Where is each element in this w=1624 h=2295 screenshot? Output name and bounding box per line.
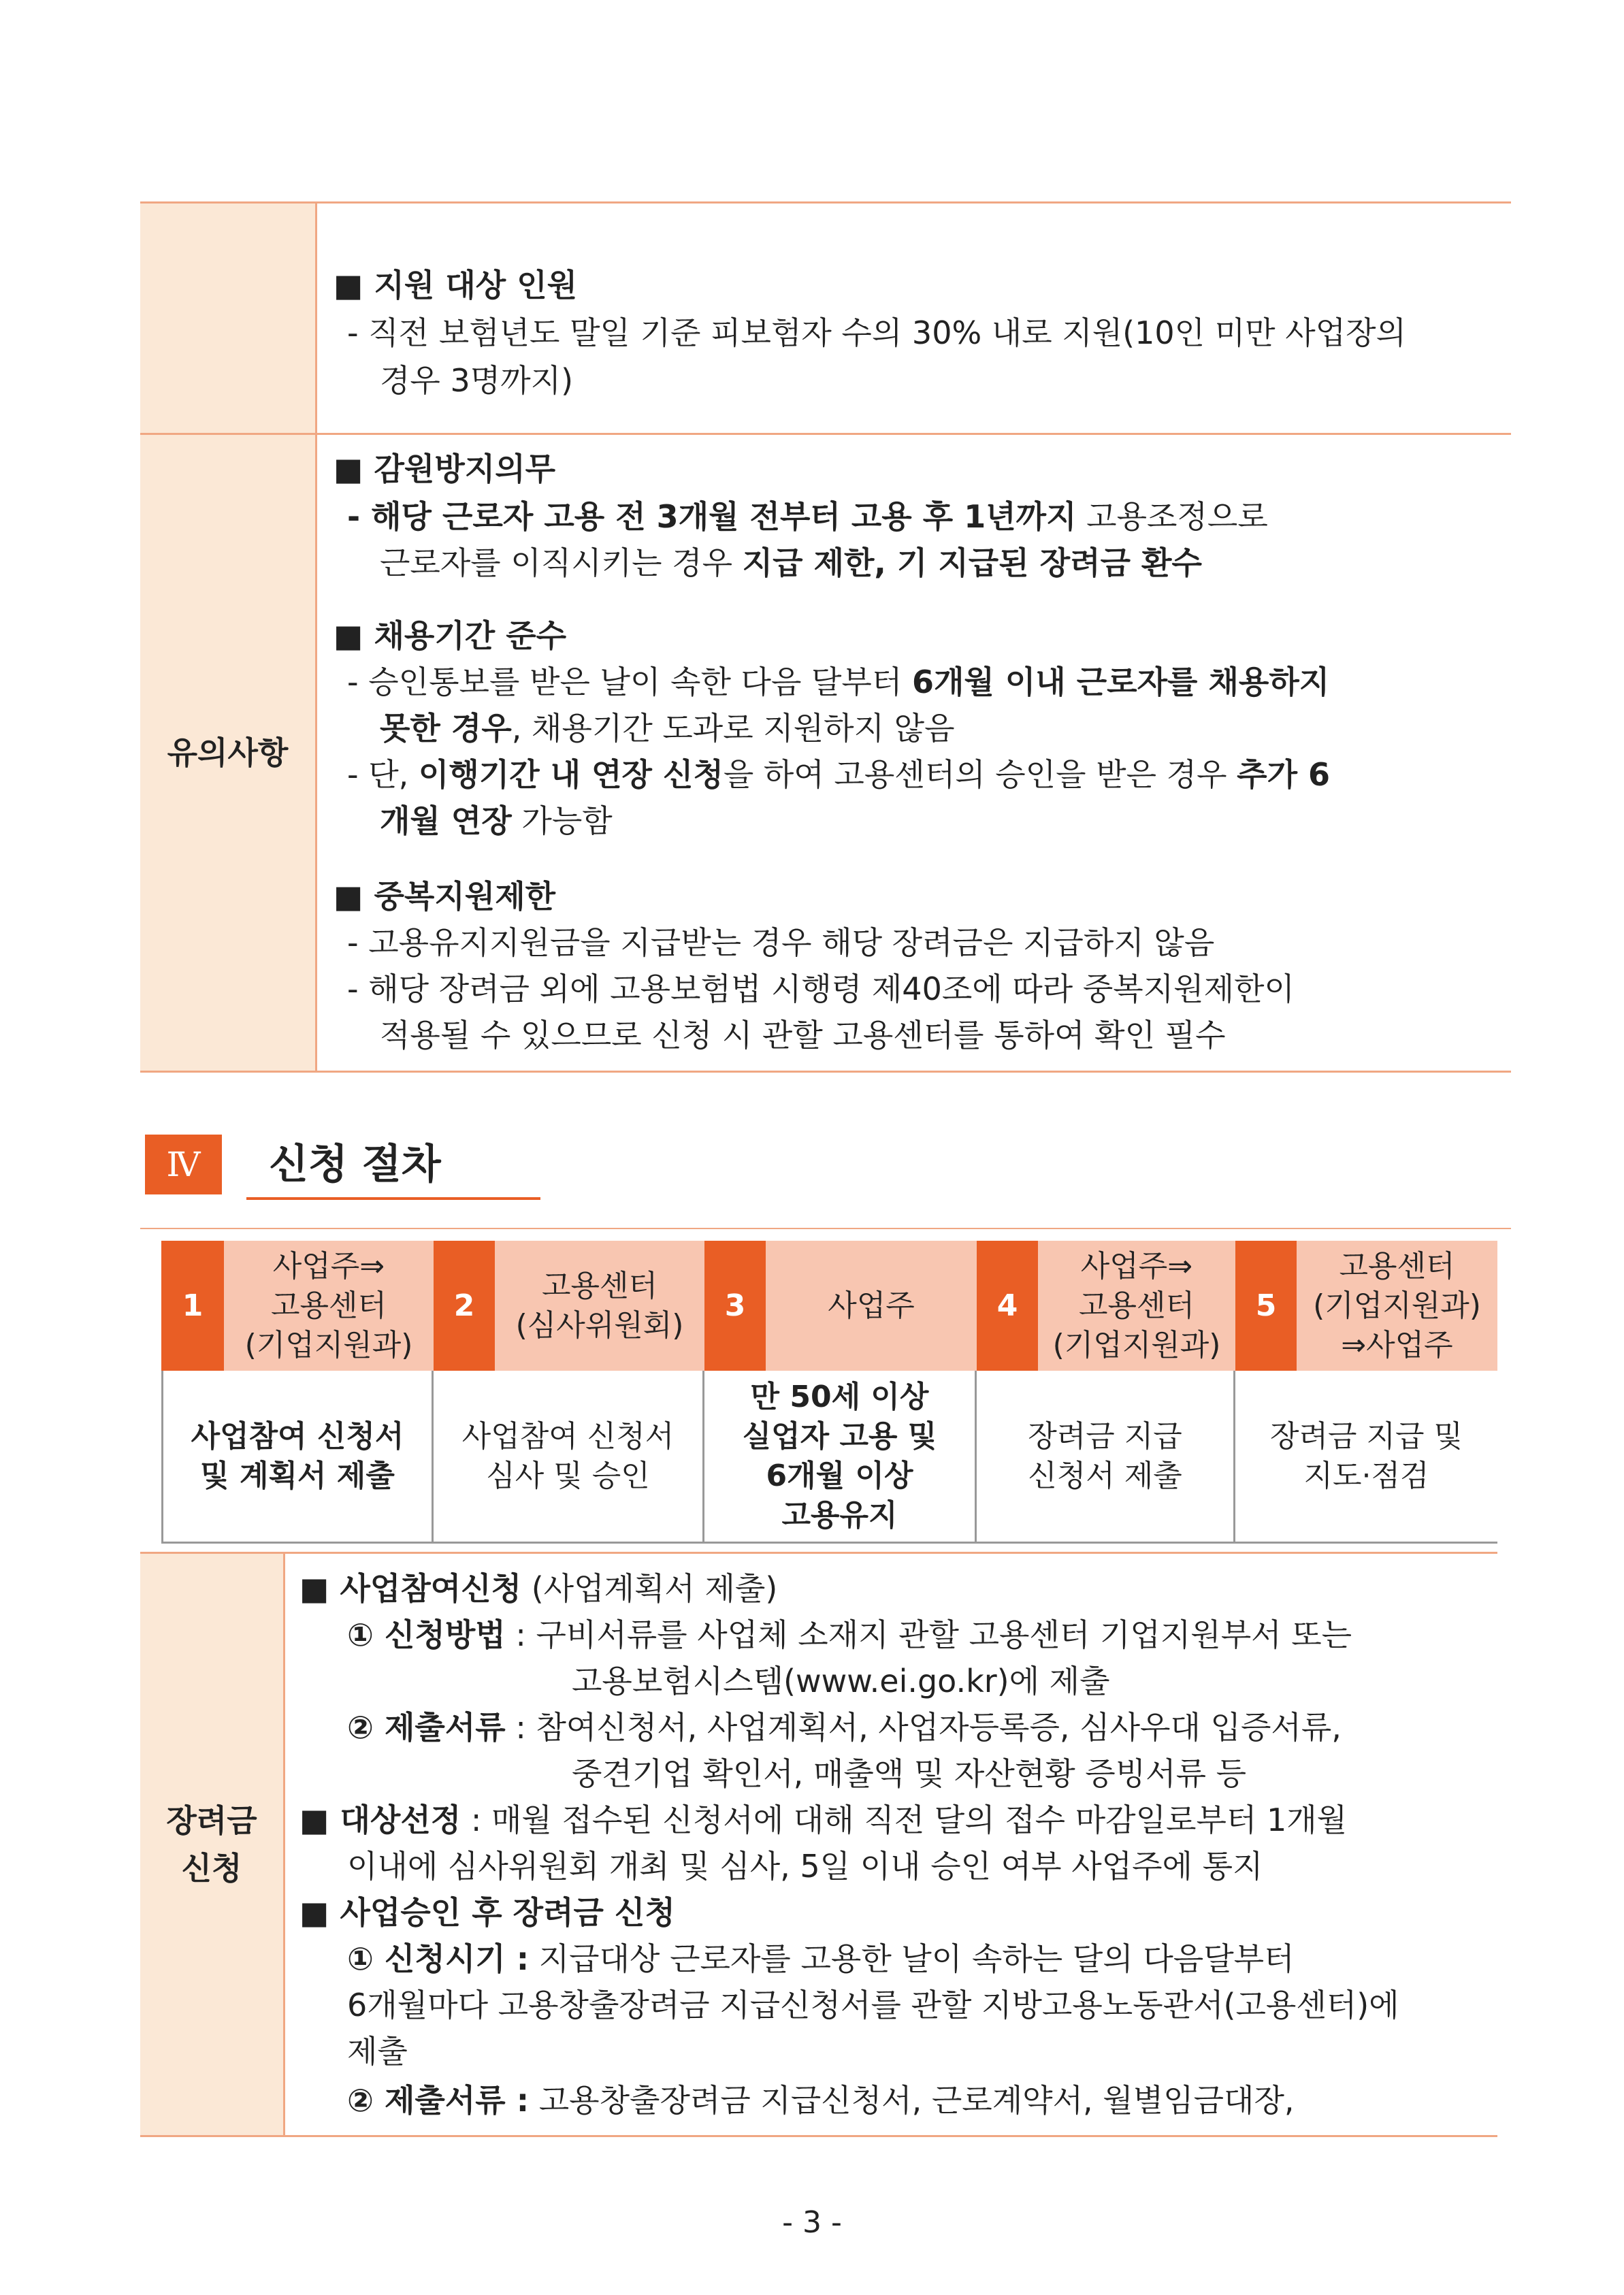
s1-line1: - 해당 근로자 고용 전 3개월 전부터 고용 후 1년까지 고용조정으로 bbox=[347, 498, 1268, 535]
apply-heading: ■ 사업참여신청 (사업계획서 제출) bbox=[299, 1570, 778, 1607]
step-2-number: 2 bbox=[434, 1241, 495, 1371]
table1-row1-label bbox=[140, 204, 315, 433]
s3-line2: - 해당 장려금 외에 고용보험법 시행령 제40조에 따라 중복지원제한이 bbox=[347, 971, 1295, 1007]
s2-line1: - 승인통보를 받은 날이 속한 다음 달부터 6개월 이내 근로자를 채용하지 bbox=[347, 664, 1330, 700]
step-1-number: 1 bbox=[161, 1241, 224, 1371]
step-3-label: 사업주 bbox=[766, 1241, 977, 1371]
table1-row-divider bbox=[140, 433, 1511, 435]
step-3-description: 만 50세 이상 실업자 고용 및 6개월 이상 고용유지 bbox=[704, 1371, 977, 1544]
step-2-description: 사업참여 신청서 심사 및 승인 bbox=[434, 1371, 704, 1544]
table2-top-border bbox=[140, 1552, 1497, 1554]
apply-period-cont2: 제출 bbox=[347, 2033, 408, 2070]
table2-divider bbox=[283, 1554, 285, 2135]
selection-cont: 이내에 심사위원회 개최 및 심사, 5일 이내 승인 여부 사업주에 통지 bbox=[347, 1848, 1263, 1885]
step-1-label: 사업주⇒ 고용센터 (기업지원과) bbox=[224, 1241, 434, 1371]
apply-period-cont1: 6개월마다 고용창출장려금 지급신청서를 관할 지방고용노동관서(고용센터)에 bbox=[347, 1987, 1399, 2023]
table1-top-border bbox=[140, 201, 1511, 204]
s3-heading: ■ 중복지원제한 bbox=[334, 878, 556, 915]
row1-heading: ■ 지원 대상 인원 bbox=[334, 267, 578, 304]
apply-docs-cont: 중견기업 확인서, 매출액 및 자산현황 증빙서류 등 bbox=[572, 1755, 1247, 1792]
notice-label: 유의사항 bbox=[140, 435, 315, 1071]
step-4-number: 4 bbox=[977, 1241, 1038, 1371]
table1-bottom-border bbox=[140, 1071, 1511, 1073]
page-number: - 3 - bbox=[782, 2205, 842, 2240]
apply-method-cont: 고용보험시스템(www.ei.go.kr)에 제출 bbox=[572, 1663, 1110, 1699]
submit-docs: ② 제출서류 : 고용창출장려금 지급신청서, 근로계약서, 월별임금대장, bbox=[347, 2082, 1295, 2119]
s2-line4: 개월 연장 가능함 bbox=[380, 802, 613, 839]
s2-line3: - 단, 이행기간 내 연장 신청을 하여 고용센터의 승인을 받은 경우 추가 6 bbox=[347, 756, 1331, 793]
s3-line1: - 고용유지지원금을 지급받는 경우 해당 장려금은 지급하지 않음 bbox=[347, 924, 1215, 961]
table2-bottom-border bbox=[140, 2135, 1497, 2137]
step-2-label: 고용센터 (심사위원회) bbox=[495, 1241, 704, 1371]
step-3-number: 3 bbox=[704, 1241, 766, 1371]
s1-heading: ■ 감원방지의무 bbox=[334, 451, 556, 487]
s2-heading: ■ 채용기간 준수 bbox=[334, 617, 567, 654]
row1-line1: - 직전 보험년도 말일 기준 피보험자 수의 30% 내로 지원(10인 미만 사업장의 bbox=[347, 314, 1406, 351]
section-title-underline bbox=[246, 1197, 540, 1200]
apply-period: ① 신청시기 : 지급대상 근로자를 고용한 날이 속하는 달의 다음달부터 bbox=[347, 1940, 1295, 1977]
s3-line3: 적용될 수 있으므로 신청 시 관할 고용센터를 통하여 확인 필수 bbox=[380, 1017, 1226, 1054]
apply-method: ① 신청방법 : 구비서류를 사업체 소재지 관할 고용센터 기업지원부서 또는 bbox=[347, 1616, 1352, 1653]
step-4-description: 장려금 지급 신청서 제출 bbox=[977, 1371, 1235, 1544]
apply-docs: ② 제출서류 : 참여신청서, 사업계획서, 사업자등록증, 심사우대 입증서류, bbox=[347, 1709, 1342, 1746]
incentive-apply-label: 장려금 신청 bbox=[140, 1554, 283, 2135]
table1-divider bbox=[315, 204, 317, 1071]
step-5-label: 고용센터 (기업지원과) ⇒사업주 bbox=[1297, 1241, 1497, 1371]
selection: ■ 대상선정 : 매월 접수된 신청서에 대해 직전 달의 접수 마감일로부터 1개월 bbox=[299, 1802, 1348, 1838]
s2-line2: 못한 경우, 채용기간 도과로 지원하지 않음 bbox=[380, 710, 955, 747]
row1-line2: 경우 3명까지) bbox=[380, 362, 574, 399]
step-4-label: 사업주⇒ 고용센터 (기업지원과) bbox=[1038, 1241, 1235, 1371]
s1-line2: 근로자를 이직시키는 경우 지급 제한, 기 지급된 장려금 환수 bbox=[380, 544, 1202, 581]
step-5-description: 장려금 지급 및 지도·점검 bbox=[1235, 1371, 1497, 1544]
section-title: 신청 절차 bbox=[269, 1141, 441, 1188]
section-number-badge: Ⅳ bbox=[145, 1135, 222, 1194]
step-5-number: 5 bbox=[1235, 1241, 1297, 1371]
post-approval-heading: ■ 사업승인 후 장려금 신청 bbox=[299, 1894, 675, 1931]
section-rule bbox=[140, 1228, 1511, 1229]
step-1-description: 사업참여 신청서 및 계획서 제출 bbox=[161, 1371, 434, 1544]
